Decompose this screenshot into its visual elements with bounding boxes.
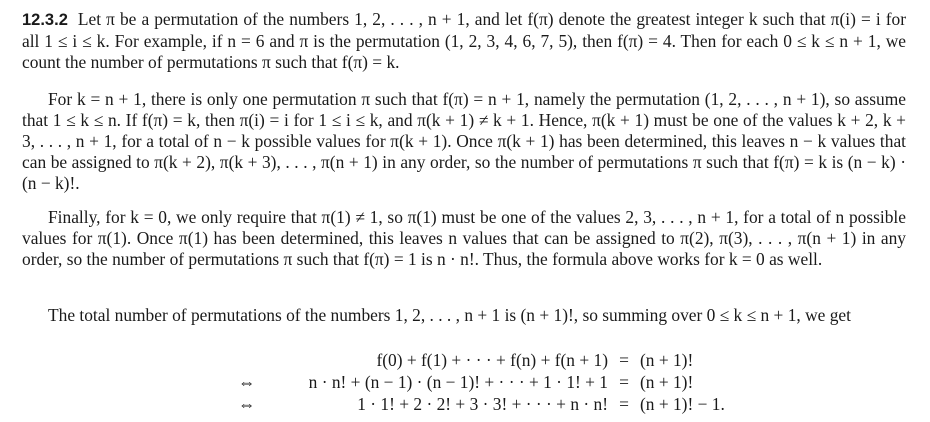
paragraph-3	[22, 207, 906, 270]
paragraph-4	[22, 305, 906, 326]
paragraph-2	[22, 89, 906, 194]
equation-lhs: 1 · 1! + 2 · 2! + 3 · 3! + · · · + n · n!	[357, 394, 608, 414]
equation-rhs: (n + 1)!	[640, 372, 694, 392]
equation-rhs: (n + 1)! − 1.	[640, 394, 725, 414]
equation-row	[238, 393, 725, 415]
equation-lhs: n · n! + (n − 1) · (n − 1)! + · · · + 1 · 1! + 1	[308, 372, 608, 392]
equation-relation: =	[619, 350, 629, 370]
equation-rhs: (n + 1)!	[640, 350, 694, 370]
equation-lhs: f(0) + f(1) + · · · + f(n) + f(n + 1)	[376, 350, 608, 370]
equivalence-symbol: ⇔	[238, 394, 256, 414]
paragraph-1	[22, 9, 906, 73]
paragraph-4-text: The total number of permutations of the numbers 1, 2, . . . , n + 1 is (n + 1)!, so summing over 0 ≤ k ≤ n + 1, we get	[48, 305, 851, 325]
equation-relation: =	[619, 372, 629, 392]
paragraph-2-text: For k = n + 1, there is only one permutation π such that f(π) = n + 1, namely the permutation (1, 2, . . . , n + 1), so assume that 1 ≤ k ≤ n. If f(π) = k, then π(i) = i for 1 ≤ i ≤ k, and π(k + 1) ≠ k + 1. Hence, π(k + 1) must be one of the values k + 2, k + 3, . . . , n + 1, for a total of n − k possible values for π(k + 1). Once π(k + 1) has been determined, this leaves n − k values that can be assigned to π(k + 2), π(k + 3), . . . , π(n + 1) in any order, so the number of permutations π such that f(π) = k is (n − k) · (n − k)!.	[22, 89, 906, 193]
paragraph-3-text: Finally, for k = 0, we only require that π(1) ≠ 1, so π(1) must be one of the values 2, 3, . . . , n + 1, for a total of n possible values for π(1). Once π(1) has been determined, this leaves n values that can be assigned to π(2), π(3), . . . , π(n + 1) in any order, so the number of permutations π such that f(π) = 1 is n · n!. Thus, the formula above works for k = 0 as well.	[22, 207, 906, 269]
equation-row	[238, 349, 725, 371]
equation-block	[238, 349, 725, 415]
equivalence-symbol: ⇔	[238, 372, 256, 392]
paragraph-1-text: Let π be a permutation of the numbers 1, 2, . . . , n + 1, and let f(π) denote the greatest integer k such that π(i) = i for all 1 ≤ i ≤ k. For example, if n = 6 and π is the permutation (1, 2, 3, 4, 6, 7, 5), then f(π) = 4. Then for each 0 ≤ k ≤ n + 1, we count the number of permutations π such that f(π) = k.	[22, 9, 906, 72]
equation-relation: =	[619, 394, 629, 414]
equation-row	[238, 371, 725, 393]
section-number: 12.3.2	[22, 11, 68, 29]
